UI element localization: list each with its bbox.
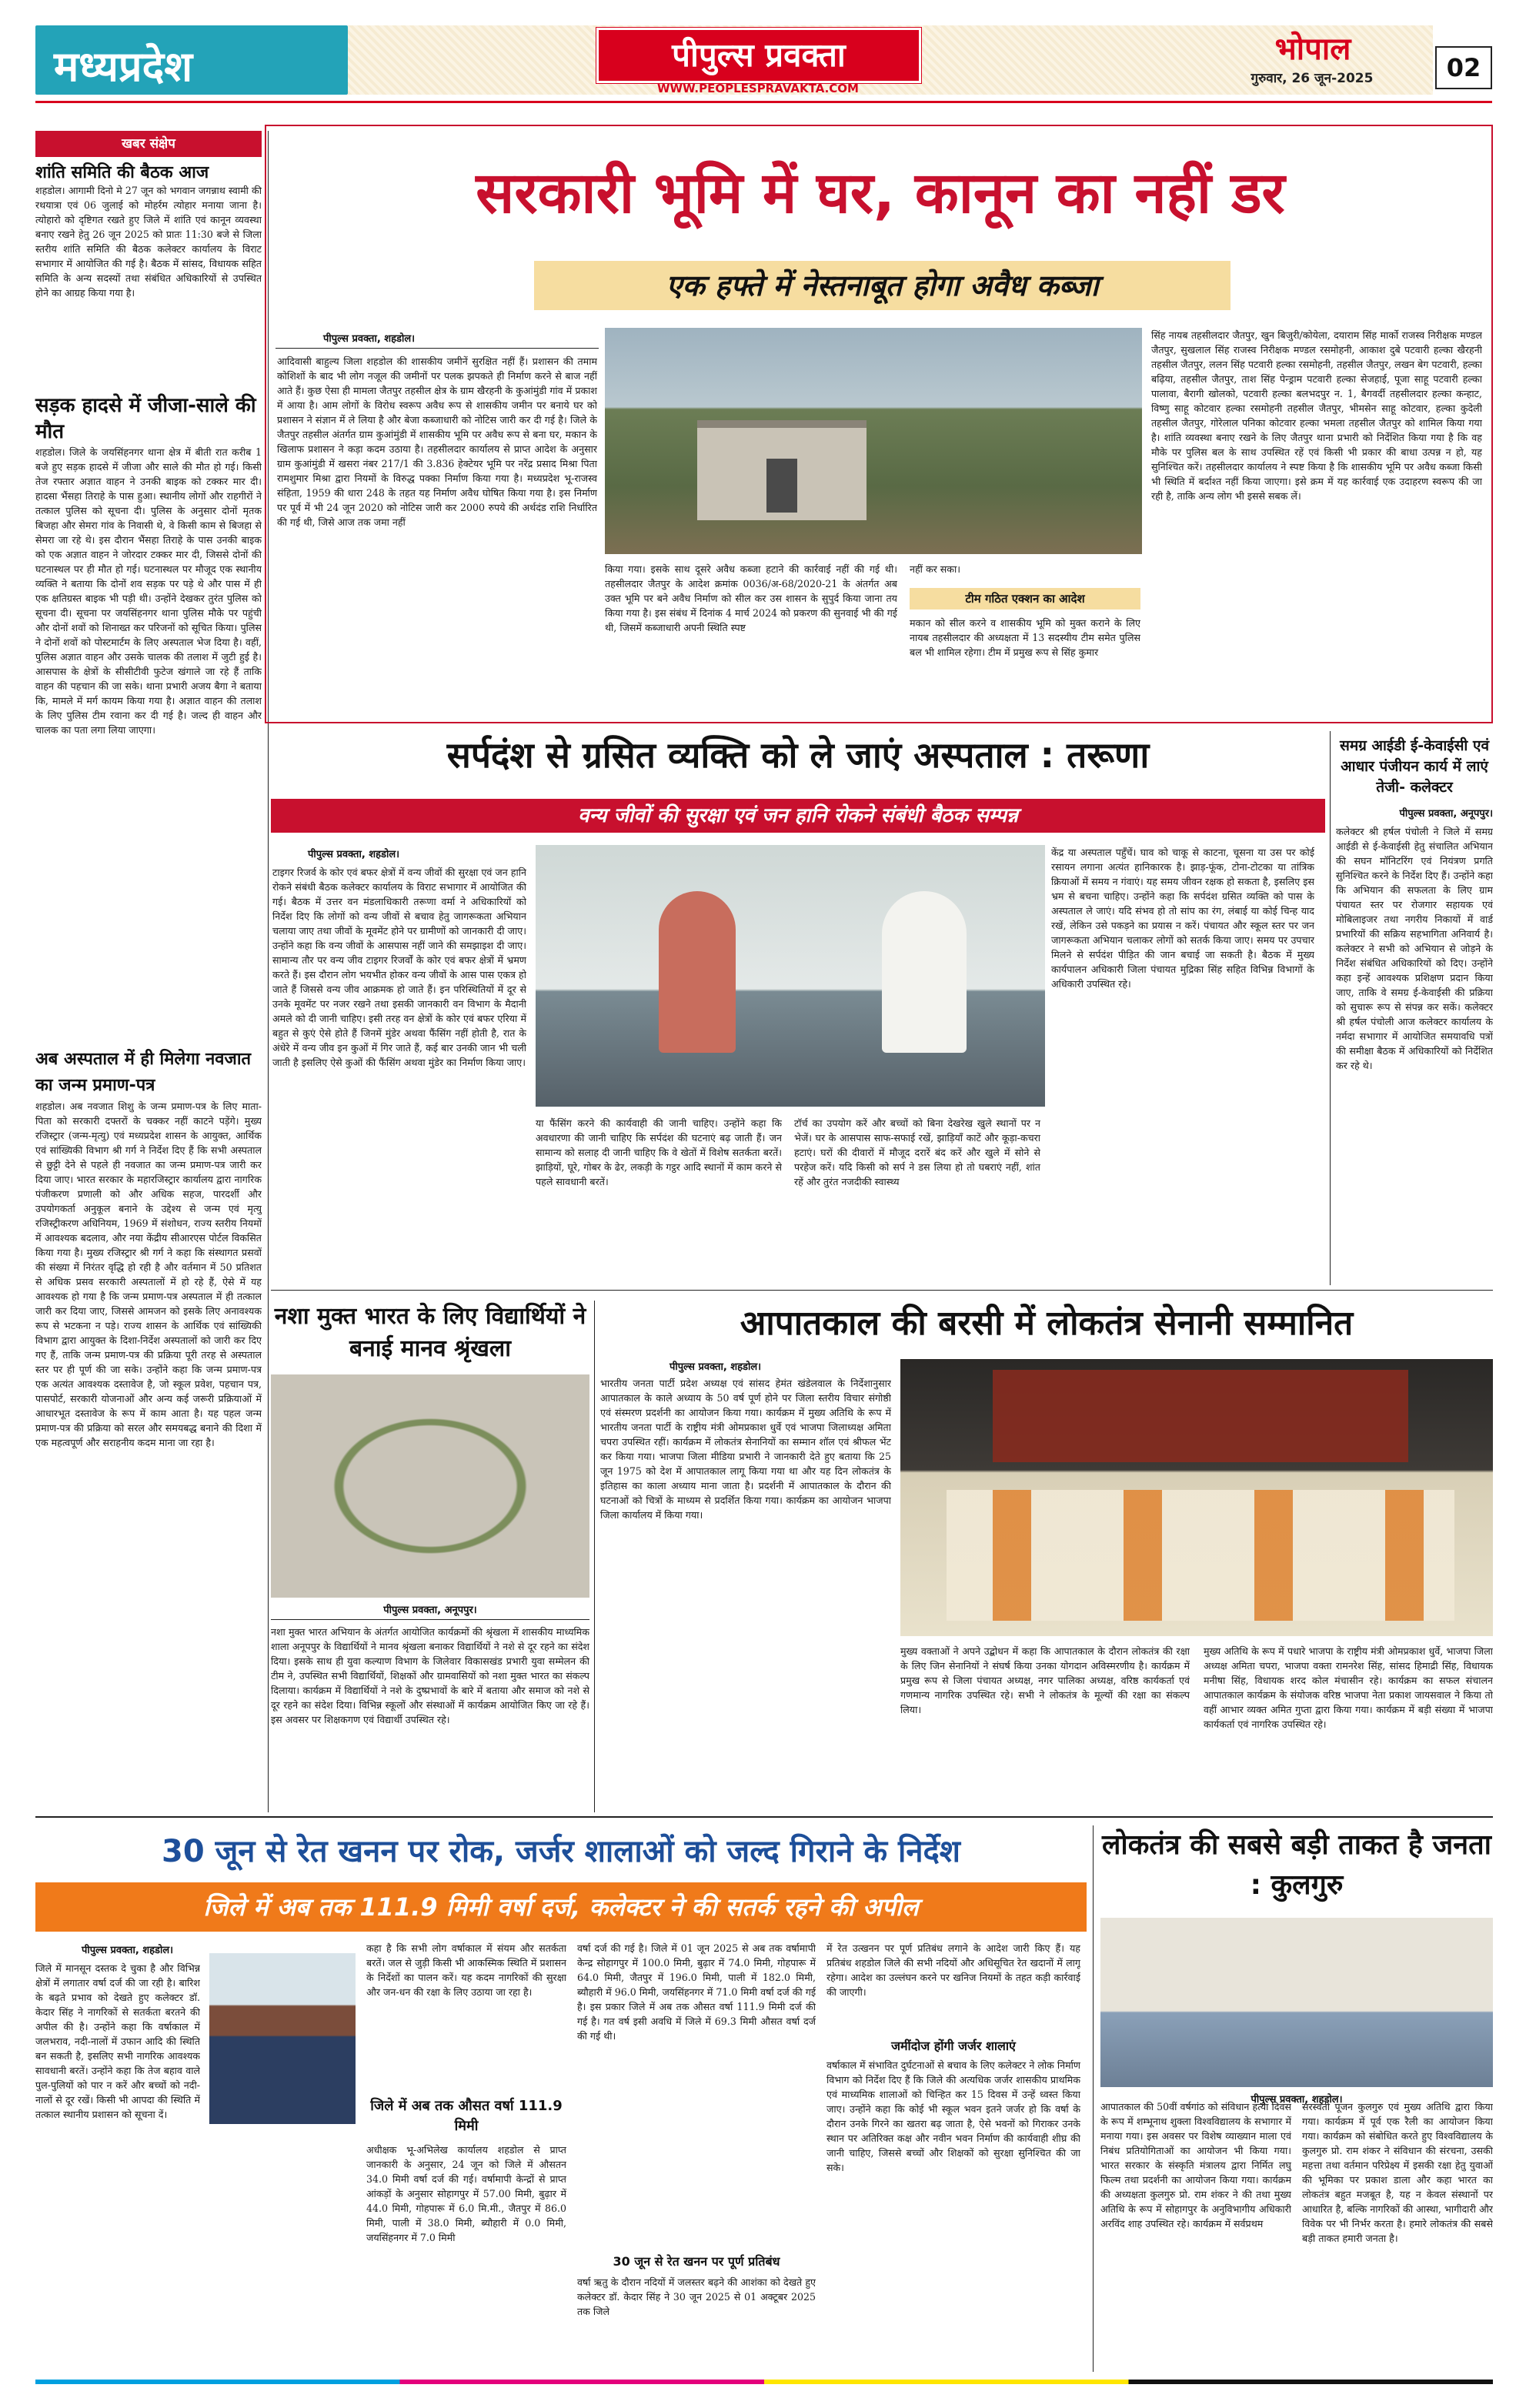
column-divider-3 [1093,1825,1094,2372]
team-subhead: टीम गठित एक्शन का आदेश [910,588,1140,610]
brief-header: खबर संक्षेप [35,131,262,157]
lead-mid-col: नहीं कर सका। [910,563,960,575]
sand-story [35,1825,1087,2372]
section-banner [35,25,348,95]
sand-col2b: अधीक्षक भू-अभिलेख कार्यालय शहडोल से प्राप्त जानकारी के अनुसार, 24 जून को जिले में औसतन 34.0 मिमी वर्षा दर्ज की गई। वर्षामापी केन्द्रों से प्राप्त आंकड़ों के अनुसार सोहागपुर में 57.00 मिमी, बुढ़ार में 44.0 मिमी, गोहपारू में 6.0 मि.मी., जैतपुर में 86.0 मिमी, पाली में 38.0 मिमी, ब्यौहारी में 0.0 मिमी, जयसिंहनगर में 7.0 मिमी [366,2144,566,2243]
kulguru-headline: लोकतंत्र की सबसे बड़ी ताकत है जनता : कुलगुरु [1102,1829,1491,1901]
drugfree-photo [271,1374,589,1598]
snake-subheadline [271,799,1325,833]
emergency-headline: आपातकाल की बरसी में लोकतंत्र सेनानी सम्मानित [740,1304,1354,1343]
snake-col1: टाइगर रिजर्व के कोर एवं बफर क्षेत्रों में वन्य जीवों की सुरक्षा एवं जन हानि रोकने संबंधी बैठक कलेक्टर कार्यालय के विराट सभागार में आयोजित की गई। बैठक में उत्तर वन मंडलाधिकारी तरूणा वर्मा ने अधिकारियों को निर्देश दिए कि लोगों को वन्य जीवों से बचाव हेतु जागरूकता अभियान चलाया जाए तथा जीवों के मूवमेंट होने पर ग्रामीणों को जानकारी दी जाए। उन्होंने कहा कि वन्य जीवों के आसपास नहीं जाने की समझाइश दी जाए। सामान्य तौर पर वन्य जीव टाइगर रिजर्वों के कोर एवं बफर क्षेत्रों में भ्रमण करते हैं। इस दौरान लोग भयभीत होकर वन्य जीवों के आस पास एकत्र हो जाते हैं जिससे वन्य जीव आक्रमक हो जाते हैं। इन परिस्थितियों में दूर से उनके मूवमेंट पर नजर रखने तथा इसकी जानकारी वन विभाग के मैदानी अमले को दी जानी चाहिए। इसी तरह वन क्षेत्रों के कोर एवं बफर एरिया में बहुत से कुएं ऐसे होते हैं जिनमें मुंडेर अथवा फैंसिंग नहीं होती है, रात के अंधेरे में वन्य जीव इन कुओं में गिर जाते हैं, कई बार उनकी जान भी चली जाती है इसलिए ऐसे कुओं की फैंसिंग अथवा मुंडेर का निर्माण किया जाए। [272,867,526,1068]
school-text: वर्षाकाल में संभावित दुर्घटनाओं से बचाव के लिए कलेक्टर ने लोक निर्माण विभाग को निर्देश दिए हैं कि जिले की अत्यधिक जर्जर शासकीय प्राथमिक एवं माध्यमिक शालाओं को चिन्हित कर 15 दिवस में उन्हें ध्वस्त किया जाए। उन्होंने कहा कि कोई भी स्कूल भवन इतने जर्जर हो कि वर्षा के दौरान उनके गिरने का खतरा बढ़ जाता है, ऐसे भवनों को गिराकर उनके स्थान पर अतिरिक्त कक्ष और नवीन भवन निर्माण की कार्यवाही शीघ्र की जानी चाहिए, जिससे बच्चों और शिक्षकों को सुरक्षा सुनिश्चित की जा सके। [826,2059,1080,2173]
sand-headline: 30 जून से रेत खनन पर रोक, जर्जर शालाओं को जल्द गिराने के निर्देश [161,1834,960,1869]
kulguru-byline: पीपुल्स प्रवक्ता, शहडोल। [1251,2094,1343,2106]
column-divider-2 [594,1301,595,1812]
ekyc-headline: समग्र आईडी ई-केवाईसी एवं आधार पंजीयन कार्य में लाएं तेजी- कलेक्टर [1339,737,1490,796]
column-divider-right [1330,731,1331,1285]
masthead [0,0,1526,112]
snake-subheadline-text: वन्य जीवों की सुरक्षा एवं जन हानि रोकने संबंधी बैठक सम्पन्न [578,804,1018,827]
paper-logo [596,28,921,83]
drugfree-rule [271,1619,589,1620]
emergency-byline: पीपुल्स प्रवक्ता, शहडोल। [670,1361,762,1373]
ekyc-story [1336,736,1493,1290]
brief-2-text: शहडोल। जिले के जयसिंहनगर थाना क्षेत्र में बीती रात करीब 1 बजे हुए सड़क हादसे में जीजा और साले की मौत हो गई। किसी तेज रफ्तार अज्ञात वाहन ने उनकी बाइक को टक्कर मार दी। हादसा भैंसहा तिराहे के पास हुआ। स्थानीय लोगों और राहगीरों ने तत्काल पुलिस को सूचना दी। पुलिस के अनुसार दोनों मृतक बिजहा और सेमरा गांव के निवासी थे, वे किसी काम से बिजहा से सेमरा जा रहे थे। इस दौरान भैंसहा तिराहे के पास उनकी बाइक को एक अज्ञात वाहन ने जोरदार टक्कर मार दी, जिससे दोनों की घटनास्थल पर ही मौत हो गई। घटनास्थल पर मौजूद एक स्थानीय व्यक्ति ने बताया कि दोनों शव सड़क पर पड़े थे और पास में ही एक क्षतिग्रस्त बाइक भी पड़ी थी। उन्होंने देखकर तुरंत पुलिस को सूचना दी। सूचना पर जयसिंहनगर थाना पुलिस मौके पर पहुंची और दोनों शवों को शिनाख्त कर परिजनों को सूचित किया। पुलिस ने दोनों शवों को पोस्टमार्टम के लिए अस्पताल भेज दिया है। वहीं, पुलिस अज्ञात वाहन और उसके चालक की तलाश में जुटी हुई है। आसपास के क्षेत्रों के सीसीटीवी फुटेज खंगाले जा रहे हैं ताकि वाहन की पहचान की जा सके। थाना प्रभारी अजय बैगा ने बताया कि, मामले में मर्ग कायम किया गया है। अज्ञात वाहन की तलाश के लिए पुलिस टीम रवाना कर दी गई है। जल्द ही वाहन और चालक का पता लगा लिया जाएगा। [35,446,262,736]
kulguru-col1: आपातकाल की 50वीं वर्षगांठ को संविधान हत्या दिवस के रूप में शम्भूनाथ शुक्ला विश्वविद्यालय के सभागार में मनाया गया। इस अवसर पर विशेष व्याख्यान माला एवं निबंध प्रतियोगिताओं का आयोजन भी किया गया। भारत सरकार के संस्कृति मंत्रालय द्वारा निर्मित लघु फिल्म तथा प्रदर्शनी का आयोजन किया गया। कार्यक्रम की अध्यक्षता कुलगुरु प्रो. राम शंकर ने की तथा मुख्य अतिथि के रूप में सोहागपुर के अनुविभागीय अधिकारी अरविंद शाह उपस्थित रहे। कार्यक्रम में सर्वप्रथम [1100,2101,1291,2229]
snake-col4: केंद्र या अस्पताल पहुँचें। घाव को चाकू से काटना, चूसना या उस पर कोई रसायन लगाना अत्यंत हानिकारक है। झाड़-फूंक, टोना-टोटका या तांत्रिक क्रियाओं में समय न गंवाएं। यह समय जीवन रक्षक हो सकता है, इसलिए इस भ्रम से बचना चाहिए। उन्होंने कहा कि सर्पदंश ग्रसित व्यक्ति को पास के अस्पताल ले जाएं। यदि संभव हो तो सांप का रंग, लंबाई या कोई चिन्ह याद रखें, लेकिन उसे पकड़ने का प्रयास न करें। पंचायत और स्कूल स्तर पर जन जागरूकता अभियान चलाकर लोगों को सतर्क किया जाए। समय पर उपचार मिलने से सर्पदंश पीड़ित की जान बचाई जा सकती है। बैठक में मुख्य कार्यपालन अधिकारी जिला पंचायत मुद्रिका सिंह सहित विभिन्न विभागों के अधिकारी उपस्थित रहे। [1051,847,1314,990]
lead-photo [605,328,1142,554]
page-number: 02 [1435,46,1492,89]
lead-subheadline [534,261,1230,310]
emergency-photo [900,1359,1493,1636]
lead-col-right: सिंह नायब तहसीलदार जैतपुर, खुन बिजुरी/कोयेला, दयाराम सिंह मार्को राजस्व निरीक्षक मण्डल जैतपुर, सुखलाल सिंह राजस्व निरीक्षक मण्डल रसमोहनी, आकाश दुबे पटवारी हल्का खैरहनी तहसील जैतपुर, ललन सिंह पटवारी हल्का रसमोहनी, तहसील जैतपुर, लखन बेग पटवारी, हल्का बढ़िया, तहसील जैतपुर, ताश सिंह पेन्ड्राम पटवारी हल्का सेजहाई, पूजा साहू पटवारी हल्का पालावा, बैरागी खोलको, पटवारी हल्का बलभदपुर न. 1, बैगवर्दी तहसीलदार हल्का कन्हाट, विष्णु साहू कोटवार हल्का रसमोहनी तहसील जैतपुर, भीमसेन साहू कोटवार, हल्का कुदेली तहसील जैतपुर, गोरेलाल पनिका कोटवार हल्का भमला तहसील जैतपुर को शामिल किया गया है। शांति व्यवस्था बनाए रखने के लिए जैतपुर थाना प्रभारी को निर्देशित किया गया है कि वह मौके पर पुलिस बल के साथ उपस्थित रहें एवं किसी भी प्रकार की बाधा उत्पन्न न हो, यह सुनिश्चित करें। तहसीलदार कार्यालय ने स्पष्ट किया है कि शासकीय भूमि पर अवैध कब्जा किसी भी स्थिति में बर्दाश्त नहीं किया जाएगा। इसे क्रम में यह कार्रवाई एक उदाहरण स्वरूप की जा रही है, ताकि अन्य लोग भी इससे सबक लें। [1151,329,1482,502]
ban-text: वर्षा ऋतु के दौरान नदियों में जलस्तर बढ़ने की आशंका को देखते हुए कलेक्टर डॉ. केदार सिंह ने 30 जून 2025 से 01 अक्टूबर 2025 तक जिले [577,2276,816,2317]
section-rule-2 [35,1816,1493,1818]
collector-photo [209,1953,356,2124]
ekyc-text: कलेक्टर श्री हर्षल पंचोली ने जिले में समग्र आईडी से ई-केवाईसी हेतु संचालित अभियान की सघन मॉनिटरिंग एवं नियंत्रण प्रगति सुनिश्चित करने के निर्देश दिए हैं। उन्होंने कहा कि अभियान की सफलता के लिए ग्राम पंचायत स्तर पर रोजगार सहायक एवं मोबिलाइजर तथा नगरीय निकायों में वार्ड प्रभारियों की सक्रिय सहभागिता अनिवार्य है। कलेक्टर ने सभी को अभियान से जोड़ने के निर्देश संबंधित अधिकारियों को दिए। उन्होंने कहा इन्हें आवश्यक प्रशिक्षण प्रदान किया जाए, ताकि वे समग्र ई-केवाईसी की प्रक्रिया को सुचारू रूप से संपन्न कर सकें। कलेक्टर श्री हर्षल पंचोली आज कलेक्टर कार्यालय के नर्मदा सभागार में आयोजित समयावधि पत्रों की समीक्षा बैठक में अधिकारियों को निर्देशित कर रहे थे। [1336,826,1493,1071]
masthead-rule [35,101,1492,103]
house-door [766,459,797,513]
rain-subhead: जिले में अब तक औसत वर्षा 111.9 मिमी [370,2098,563,2134]
brief-column [35,131,262,1812]
emergency-col1: भारतीय जनता पार्टी प्रदेश अध्यक्ष एवं सांसद हेमंत खंडेलवाल के निर्देशानुसार आपातकाल के काले अध्याय के 50 वर्ष पूर्ण होने पर जिला स्तरीय विचार संगोष्ठी एवं संस्मरण प्रदर्शनी का आयोजन किया गया। कार्यक्रम में मुख्य अतिथि के रूप में भारतीय जनता पार्टी के राष्ट्रीय मंत्री ओमप्रकाश धुर्वे एवं भाजपा जिलाध्यक्ष अमिता चपरा उपस्थित रहीं। कार्यक्रम में लोकतंत्र सेनानियों का सम्मान शॉल एवं श्रीफल भेंट कर किया गया। भाजपा जिला मीडिया प्रभारी ने जानकारी देते हुए बताया कि 25 जून 1975 को देश में आपातकाल लागू किया गया था और यह दिन लोकतंत्र के इतिहास का काला अध्याय माना जाता है। प्रदर्शनी में आपातकाल के दौरान की घटनाओं को चित्रों के माध्यम से प्रदर्शित किया गया। कार्यक्रम का आयोजन भाजपा जिला कार्यालय में किया गया। [600,1378,891,1521]
ban-subhead: 30 जून से रेत खनन पर पूर्ण प्रतिबंध [613,2254,780,2269]
brief-1-text: शहडोल। आगामी दिनो मे 27 जून को भगवान जगन्नाथ स्वामी की रथयात्रा एवं 06 जुलाई को मोहर्रम त्योहार मनाया जाना है। त्योहारो को दृष्टिगत रखते हुए जिले में शांति एवं कानून व्यवस्था बनाए रखने हेतु 26 जून 2025 को प्रातः 11:30 बजे से जिला स्तरीय शांति समिति की बैठक कलेक्टर कार्यालय के विराट सभागार में आयोजित की गई है। बैठक में सांसद, विधायक सहित समिति के अन्य सदस्यों तथा संबंधित अधिकारियों से उपस्थित होने का आग्रह किया गया है। [35,185,262,299]
brief-2-title: सड़क हादसे में जीजा-साले की मौत [35,394,256,443]
person-right [882,891,967,1053]
footer-rule [35,2380,1493,2384]
snake-col2: या फैंसिंग करने की कार्यवाही की जानी चाहिए। उन्होंने कहा कि अवधारणा की जानी चाहिए कि सर्पदंश की घटनाएं बढ़ जाती हैं। जन सामान्य को सलाह दी जानी चाहिए कि वे खेतों में विशेष सतर्कता बरतें। झाड़ियों, घूरे, गोबर के ढेर, लकड़ी के गट्ठर आदि स्थानों में काम करने से पहले सावधानी बरतें। [536,1117,782,1187]
lead-byline: पीपुल्स प्रवक्ता, शहडोल। [323,333,416,345]
snake-story [271,731,1325,1285]
kulguru-photo [1100,1918,1493,2087]
seated-guests [947,1490,1454,1621]
snake-col3: टॉर्च का उपयोग करें और बच्चों को बिना देखरेख खुले स्थानों पर न भेजें। घर के आसपास साफ-सफाई रखें, झाड़ियाँ काटें और कूड़ा-कचरा हटाएं। घरों की दीवारों में मौजूद दरारें बंद करें और खुले में सोने से परहेज करें। यदि किसी को सर्प ने डस लिया हो तो घबराएं नहीं, शांत रहें और तुरंत नजदीकी स्वास्थ्य [794,1117,1040,1187]
issue-date: गुरुवार, 26 जून-2025 [1251,71,1374,86]
sand-col4: में रेत उत्खनन पर पूर्ण प्रतिबंध लगाने के आदेश जारी किए हैं। यह प्रतिबंध शहडोल जिले की सभी नदियों और अधिसूचित रेत खदानों में लागू रहेगा। आदेश का उल्लंघन करने पर खनिज नियमों के तहत कड़ी कार्रवाई की जाएगी। [826,1942,1080,1998]
brief-1-title: शांति समिति की बैठक आज [35,163,209,182]
person-left [659,891,736,1053]
drugfree-headline: नशा मुक्त भारत के लिए विद्यार्थियों ने बनाई मानव श्रृंखला [274,1303,586,1362]
team-text: मकान को सील करने व शासकीय भूमि को मुक्त कराने के लिए नायब तहसीलदार की अध्यक्षता में 13 सदस्यीय टीम समेत पुलिस बल भी शामिल रहेगा। टीम में प्रमुख रूप से सिंह कुमार [910,617,1140,658]
paper-name: पीपुल्स प्रवक्ता [672,36,846,74]
section-title: मध्यप्रदेश [54,42,193,91]
kulguru-story [1100,1825,1493,2372]
snake-photo [536,845,1045,1107]
emergency-col3: मुख्य अतिथि के रूप में पधारे भाजपा के राष्ट्रीय मंत्री ओमप्रकाश धुर्वे, भाजपा जिला अध्यक्ष अमिता चपरा, भाजपा वक्ता रामनरेश सिंह, सांसद हिमाद्री सिंह, विधायक मनीषा सिंह, विधायक शरद कोल मंचासीन रहे। कार्यक्रम का सफल संचालन आपातकाल कार्यक्रम के संयोजक वरिष्ठ भाजपा नेता प्रकाश जायसवाल ने किया तो वहीं आभार व्यक्त अमित गुप्ता द्वारा किया गया। कार्यक्रम में बड़ी संख्या में भाजपा कार्यकर्ता एवं नागरिक उपस्थित रहे। [1204,1645,1493,1730]
sand-col2: कहा है कि सभी लोग वर्षाकाल में संयम और सतर्कता बरतें। जल से जुड़ी किसी भी आकस्मिक स्थिति में प्रशासन के निर्देशों का पालन करें। यह कदम नागरिकों की सुरक्षा और जन-धन की रक्षा के लिए उठाया जा रहा है। [366,1942,566,1998]
snake-headline: सर्पदंश से ग्रसित व्यक्ति को ले जाएं अस्पताल : तरूणा [446,734,1150,776]
byline-rule [275,348,599,349]
lead-photo-continuation: किया गया। इसके साथ दूसरे अवैध कब्जा हटाने की कार्रवाई नहीं की गई थी। तहसीलदार जैतपुर के आदेश क्रमांक 0036/अ-68/2020-21 के अंतर्गत अब उक्त भूमि पर बने अवैध निर्माण को सील कर उस शासन के सुपुर्द किया जाना तय किया गया है। इस संबंध में दिनांक 4 मार्च 2024 को प्रकरण की सुनवाई भी की गई थी, जिसमें कब्जाधारी अपनी स्थिति स्पष्ट [605,563,897,633]
lead-headline: सरकारी भूमि में घर, कानून का नहीं डर [476,160,1285,226]
drugfree-text: नशा मुक्त भारत अभियान के अंतर्गत आयोजित कार्यक्रमों की श्रृंखला में शासकीय माध्यमिक शाला अनूपपुर के विद्यार्थियों ने मानव श्रृंखला बनाकर विद्यार्थियों ने नशे से दूर रहने का संदेश दिया। इसके साथ ही युवा कल्याण विभाग के जिलेवार विकासखंड प्रभारी युवा सम्मेलन की टीम ने, उपस्थित सभी विद्यार्थियों, शिक्षकों और ग्रामवासियों को नशा मुक्त भारत का संकल्प दिलाया। कार्यक्रम में विद्यार्थियों ने नशे के दुष्प्रभावों के बारे में बताया और समाज को नशे से दूर रहने का संदेश दिया। विभिन्न स्कूलों और संस्थाओं में कार्यक्रम आयोजित किए जा रहे हैं। इस अवसर पर शिक्षकगण एवं विद्यार्थी उपस्थित रहे। [271,1626,589,1725]
sand-col1: जिले में मानसून दस्तक दे चुका है और विभिन्न क्षेत्रों में लगातार वर्षा दर्ज की जा रही है। बारिश के बढ़ते प्रभाव को देखते हुए कलेक्टर डॉ. केदार सिंह ने नागरिकों से सतर्कता बरतने की अपील की है। उन्होंने कहा कि वर्षाकाल में जलभराव, नदी-नालों में उफान आदि की स्थिति बन सकती है, इसलिए सभी नागरिक आवश्यक सावधानी बरतें। उन्होंने कहा कि तेज बहाव वाले पुल-पुलियों को पार न करें और बच्चों को नदी-नालों से दूर रखें। किसी भी आपदा की स्थिति में तत्काल स्थानीय प्रशासन को सूचना दें। [35,1962,200,2120]
brief-3-title: अब अस्पताल में ही मिलेगा नवजात का जन्म प्रमाण-पत्र [35,1050,252,1095]
emergency-story [600,1301,1493,1812]
sand-byline: पीपुल्स प्रवक्ता, शहडोल। [82,1945,174,1956]
sand-subheadline [35,1882,1087,1932]
lead-col1: आदिवासी बाहुल्य जिला शहडोल की शासकीय जमीनें सुरक्षित नहीं हैं। प्रशासन की तमाम कोशिशों के बाद भी लोग नजूल की जमीनों पर पलक झपकते ही निर्माण करने से बाज नहीं आते हैं। कुछ ऐसा ही मामला जैतपुर तहसील क्षेत्र के ग्राम खैरहनी के कुआंमुंडी गांव में प्रकाश में आया है। आम लोगों के विरोध स्वरूप अवैध रूप से शासकीय जमीन पर बनाये घर को प्रशासन ने संज्ञान में ले लिया है और बेजा कब्जाधारी को नोटिस जारी कर दी गई है। जिले के जैतपुर तहसील अंतर्गत ग्राम कुआंमुंडी में शासकीय भूमि पर अवैध रूप से बना घर, मकान के खिलाफ प्रशासन ने कड़ा कदम उठाया है। तहसीलदार कार्यालय से प्राप्त आदेश के अनुसार ग्राम कुआंमुंडी में खसरा नंबर 217/1 की 3.836 हेक्टेयर भूमि पर नरेंद्र प्रसाद मिश्रा पिता रामशुमार मिश्रा द्वारा नियमों के विरुद्ध पक्का निर्माण किया गया है। मध्यप्रदेश भू-राजस्व संहिता, 1959 की धारा 248 के तहत यह निर्माण अवैध घोषित किया गया है। इस निर्माण पर पूर्व में भी 24 जून 2020 को नोटिस जारी कर 2000 रुपये की अर्थदंड राशि निर्धारित की गई थी, जिसे आज तक जमा नहीं [277,356,597,528]
emergency-col2: मुख्य वक्ताओं ने अपने उद्बोधन में कहा कि आपातकाल के दौरान लोकतंत्र की रक्षा के लिए जिन सेनानियों ने संघर्ष किया उनका योगदान अविस्मरणीय है। कार्यक्रम में प्रमुख रूप से जिला पंचायत अध्यक्ष, नगर पालिका अध्यक्ष, वरिष्ठ कार्यकर्ता एवं गणमान्य नागरिक उपस्थित रहे। सभी ने लोकतंत्र के मूल्यों की रक्षा का संकल्प लिया। [900,1645,1190,1715]
website-link[interactable]: WWW.PEOPLESPRAVAKTA.COM [656,82,859,95]
lead-story [265,125,1493,723]
brief-3-text: शहडोल। अब नवजात शिशु के जन्म प्रमाण-पत्र के लिए माता-पिता को सरकारी दफ्तरों के चक्कर नहीं काटने पड़ेंगे। मुख्य रजिस्ट्रार (जन्म-मृत्यु) एवं मध्यप्रदेश शासन के आयुक्त, आर्थिक एवं सांख्यिकी विभाग श्री गर्ग ने निर्देश दिए हैं कि सभी अस्पताल से छुट्टी देने से पहले ही नवजात का जन्म प्रमाण-पत्र जारी कर दिया जाए। भारत सरकार के महारजिस्ट्रार कार्यालय द्वारा नागरिक पंजीकरण प्रणाली को और अधिक सहज, पारदर्शी और उपयोगकर्ता अनुकूल बनाने के उद्देश्य से जन्म एवं मृत्यु रजिस्ट्रीकरण अधिनियम, 1969 में संशोधन, राज्य स्तरीय नियमों में आवश्यक बदलाव, और नया केंद्रीय सीआरएस पोर्टल विकसित किया गया है। मुख्य रजिस्ट्रार श्री गर्ग ने कहा कि संस्थागत प्रसवों की संख्या में निरंतर वृद्धि हो रही है और वर्तमान में 50 प्रतिशत से अधिक प्रसव सरकारी अस्पतालों में हो रहे हैं, ऐसे में यह आवश्यक हो गया है कि जन्म प्रमाण-पत्र अस्पताल में ही तत्काल जारी कर दिया जाए, जिससे आमजन को इसके लिए अनावश्यक रूप से भटकना न पड़े। राज्य शासन के आर्थिक एवं सांख्यिकी विभाग द्वारा आयुक्त के दिशा-निर्देश अस्पतालों को जारी कर दिए गए हैं, ताकि जन्म प्रमाण-पत्र की प्रक्रिया पूरी तरह से अस्पताल स्तर पर ही पूर्ण की जा सके। उन्होंने कहा कि जन्म प्रमाण-पत्र एक अत्यंत आवश्यक दस्तावेज है, जो स्कूल प्रवेश, पहचान पत्र, पासपोर्ट, सरकारी योजनाओं और अन्य कई जरूरी प्रक्रियाओं में आधारभूत दस्तावेज के रूप में काम आता है। यह पहल जन्म प्रमाण-पत्र की प्रक्रिया को सरल और समयबद्ध बनाने की दिशा में एक महत्वपूर्ण और सराहनीय कदम माना जा रहा है। [35,1100,262,1448]
school-subhead: जमींदोज होंगी जर्जर शालाएं [891,2039,1016,2053]
lead-subheadline-text: एक हफ्ते में नेस्तनाबूत होगा अवैध कब्जा [666,269,1099,302]
drugfree-story [271,1301,589,1812]
banner-strip [993,1370,1408,1462]
sand-subheadline-text: जिले में अब तक 111.9 मिमी वर्षा दर्ज, कलेक्टर ने की सतर्क रहने की अपील [203,1892,919,1922]
ekyc-byline: पीपुल्स प्रवक्ता, अनूपपुर। [1399,808,1493,820]
kulguru-col2: सरस्वती पूजन कुलगुरु एवं मुख्य अतिथि द्वारा किया गया। कार्यक्रम में पूर्व एक रैली का आयोजन किया गया। कार्यक्रम को संबोधित करते हुए विश्वविद्यालय के कुलगुरु प्रो. राम शंकर ने संविधान की संरचना, उसकी महत्ता तथा वर्तमान परिप्रेक्ष्य में इसकी रक्षा हेतु युवाओं की भूमिका पर प्रकाश डाला और कहा भारत का लोकतंत्र बहुत मजबूत है, यह न केवल संस्थानों पर आधारित है, बल्कि नागरिकों की आस्था, भागीदारी और विवेक पर भी निर्भर करता है। हमारे लोकतंत्र की सबसे बड़ी ताकत हमारी जनता है। [1302,2101,1493,2244]
drugfree-byline: पीपुल्स प्रवक्ता, अनूपपुर। [383,1605,477,1616]
snake-byline: पीपुल्स प्रवक्ता, शहडोल। [308,849,400,860]
city-name: भोपाल [1274,32,1351,67]
section-rule-1 [271,1290,1493,1291]
sand-col3: वर्षा दर्ज की गई है। जिले में 01 जून 2025 से अब तक वर्षामापी केन्द्र सोहागपुर में 100.0 मिमी, बुढ़ार में 74.0 मिमी, गोहपारू में 64.0 मिमी, जैतपुर में 196.0 मिमी, पाली में 182.0 मिमी, ब्यौहारी में 96.0 मिमी, जयसिंहनगर में 71.0 मिमी वर्षा दर्ज की गई है। इस प्रकार जिले में अब तक औसत वर्षा 111.9 मिमी दर्ज की गई है। गत वर्ष इसी अवधि में जिले में 69.3 मिमी औसत वर्षा दर्ज की गई थी। [577,1942,816,2042]
